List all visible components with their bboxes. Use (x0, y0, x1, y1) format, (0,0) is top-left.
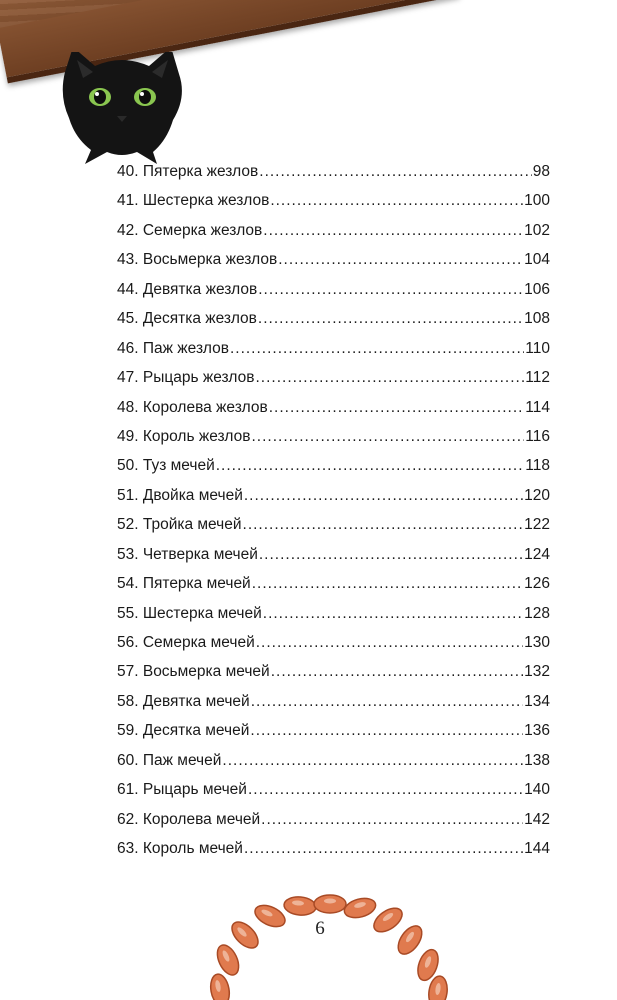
toc-dot-leader (261, 805, 523, 834)
toc-dot-leader (216, 451, 525, 480)
toc-dot-leader (244, 834, 523, 863)
toc-entry-title: 52. Тройка мечей (117, 516, 242, 534)
toc-dot-leader (222, 746, 523, 775)
table-of-contents (117, 157, 550, 864)
toc-entry-title: 42. Семерка жезлов (117, 221, 263, 239)
toc-dot-leader (263, 599, 523, 628)
toc-dot-leader (258, 275, 523, 304)
toc-entry (117, 186, 550, 215)
toc-entry (117, 628, 550, 657)
toc-dot-leader (271, 657, 523, 686)
toc-entry-title: 55. Шестерка мечей (117, 604, 262, 622)
toc-entry-page: 120 (524, 486, 550, 504)
toc-dot-leader (269, 393, 525, 422)
toc-entry (117, 746, 550, 775)
toc-entry-title: 56. Семерка мечей (117, 634, 255, 651)
toc-entry-page: 98 (532, 163, 550, 180)
toc-entry-page: 140 (524, 781, 550, 799)
toc-entry-title: 47. Рыцарь жезлов (117, 369, 255, 387)
toc-entry (117, 540, 550, 569)
toc-entry (117, 157, 550, 186)
toc-entry-title: 51. Двойка мечей (117, 486, 243, 504)
toc-dot-leader (244, 481, 523, 510)
toc-entry-title: 60. Паж мечей (117, 751, 222, 769)
toc-entry-title: 54. Пятерка мечей (117, 575, 251, 593)
toc-dot-leader (256, 628, 523, 657)
toc-entry (117, 569, 550, 598)
toc-entry-page: 138 (524, 751, 550, 769)
toc-entry-page: 100 (524, 192, 550, 210)
toc-entry-title: 50. Туз мечей (117, 457, 215, 475)
toc-dot-leader (270, 186, 523, 215)
toc-entry (117, 481, 550, 510)
toc-entry-title: 46. Паж жезлов (117, 339, 229, 357)
toc-entry (117, 510, 550, 539)
toc-entry-page: 142 (524, 810, 550, 828)
toc-entry-page: 134 (524, 692, 550, 710)
toc-dot-leader (252, 569, 523, 598)
toc-dot-leader (248, 775, 523, 804)
toc-entry-title: 43. Восьмерка жезлов (117, 251, 278, 269)
toc-entry-title: 58. Девятка мечей (117, 692, 250, 710)
toc-entry (117, 334, 550, 363)
toc-dot-leader (259, 540, 523, 569)
toc-dot-leader (263, 216, 523, 245)
toc-dot-leader (250, 716, 523, 745)
toc-entry (117, 716, 550, 745)
toc-entry (117, 805, 550, 834)
toc-entry-title: 57. Восьмерка мечей (117, 663, 270, 681)
toc-entry-page: 112 (525, 369, 550, 387)
toc-entry-page: 104 (524, 251, 550, 269)
toc-entry (117, 363, 550, 392)
toc-entry-page: 128 (524, 604, 550, 622)
toc-entry-page: 106 (524, 280, 550, 298)
toc-entry-page: 132 (524, 663, 550, 681)
toc-entry-page: 108 (524, 310, 550, 328)
toc-entry-page: 116 (525, 427, 550, 445)
toc-dot-leader (259, 157, 531, 186)
toc-dot-leader (243, 510, 524, 539)
toc-entry (117, 834, 550, 863)
toc-dot-leader (230, 334, 524, 363)
toc-entry-title: 49. Король жезлов (117, 427, 251, 445)
toc-entry-page: 126 (524, 575, 550, 593)
toc-dot-leader (256, 363, 525, 392)
toc-entry (117, 657, 550, 686)
toc-entry-title: 41. Шестерка жезлов (117, 192, 270, 210)
toc-entry (117, 393, 550, 422)
black-cat-illustration (55, 52, 190, 167)
toc-entry-page: 144 (524, 840, 550, 858)
toc-dot-leader (258, 304, 523, 333)
toc-entry-page: 136 (524, 722, 550, 740)
toc-entry (117, 687, 550, 716)
sausage-garland-illustration (200, 890, 460, 1000)
toc-entry-title: 40. Пятерка жезлов (117, 163, 259, 180)
page-number: 6 (315, 918, 325, 939)
toc-entry (117, 245, 550, 274)
toc-entry-title: 44. Девятка жезлов (117, 280, 258, 298)
toc-entry (117, 422, 550, 451)
toc-entry-title: 62. Королева мечей (117, 810, 261, 828)
toc-entry-title: 63. Король мечей (117, 840, 243, 858)
toc-entry (117, 599, 550, 628)
toc-entry-page: 122 (524, 516, 550, 534)
toc-entry-page: 124 (524, 545, 550, 563)
toc-entry-page: 114 (525, 398, 550, 416)
toc-entry-title: 59. Десятка мечей (117, 722, 250, 740)
toc-entry-title: 61. Рыцарь мечей (117, 781, 247, 799)
toc-entry-page: 130 (524, 634, 550, 651)
toc-entry-title: 45. Десятка жезлов (117, 310, 257, 328)
toc-entry (117, 451, 550, 480)
toc-entry (117, 275, 550, 304)
toc-entry-page: 102 (524, 221, 550, 239)
toc-entry (117, 216, 550, 245)
toc-entry-title: 53. Четверка мечей (117, 545, 258, 563)
toc-entry-title: 48. Королева жезлов (117, 398, 268, 416)
toc-dot-leader (251, 422, 524, 451)
toc-dot-leader (251, 687, 523, 716)
toc-entry (117, 304, 550, 333)
toc-dot-leader (278, 245, 523, 274)
toc-entry-page: 110 (525, 339, 550, 357)
toc-entry (117, 775, 550, 804)
toc-entry-page: 118 (525, 457, 550, 475)
